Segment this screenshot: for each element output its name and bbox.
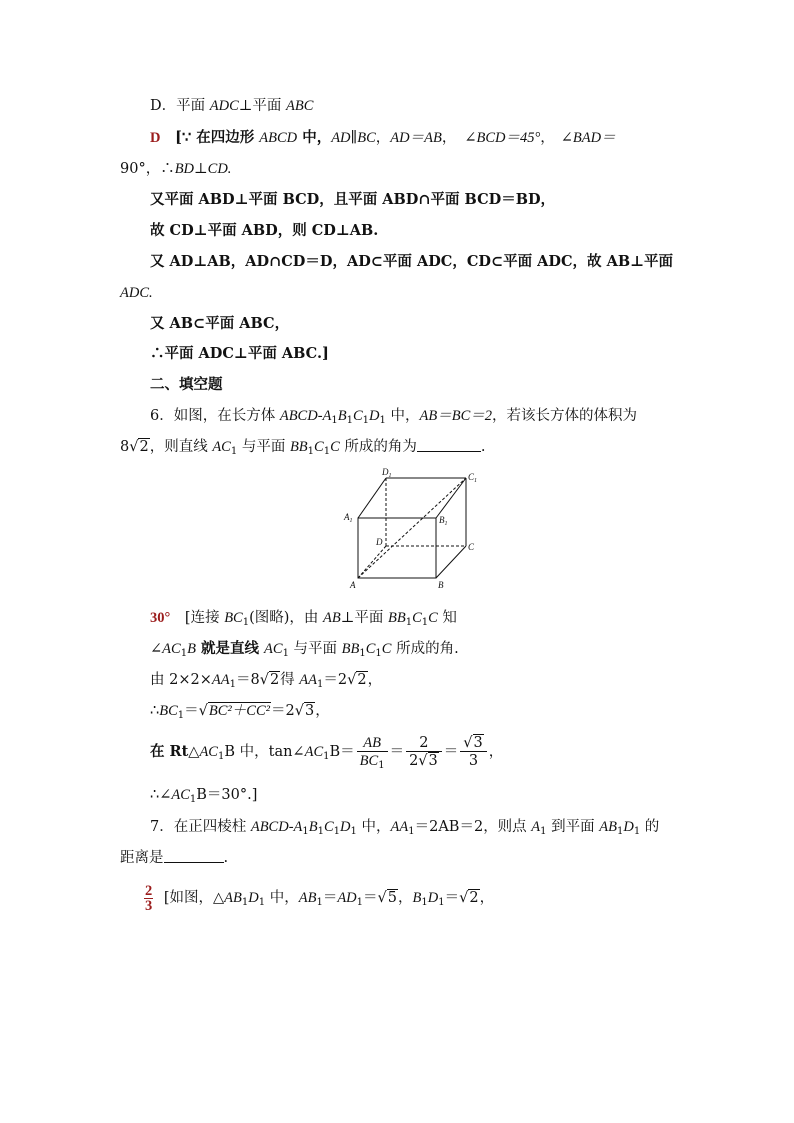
solution-7-line-1: $\frac{2}{3}$ [如图，$\triangle AB_1D_1$ 中，$AB_1=AD_1=√5$，$B_1D_1=√2$， — [145, 882, 495, 914]
question-6-line-2: 8√2，则直线 $AC_1$ 与平面 $BB_1C_1C$ 所成的角为 . — [120, 439, 486, 457]
solution-6-line-2: $\angle AC_1B$ 就是直线 $AC_1$ 与平面 $BB_1C_1C$ 所成的角. — [150, 640, 459, 659]
solution-6-line-4: $\therefore BC_1=√BC^2+CC^2=2√3$， — [150, 703, 330, 721]
question-6-line-1: 6．如图，在长方体 ABCD-$A_1B_1C_1D_1$ 中，AB＝BC＝2，若该长方体的体积为 — [150, 408, 638, 426]
answer-two-thirds: $\frac{2}{3}$ — [145, 882, 153, 914]
label-d1: $D_1$ — [382, 468, 392, 479]
solution-5-line-3: 又平面 ABD⊥平面 BCD，且平面 ABD∩平面 BCD＝BD， — [150, 191, 556, 208]
solution-5-line-6: ADC. — [120, 285, 153, 301]
solution-5-line-7: 又 AB⊂平面 ABC， — [150, 315, 290, 332]
answer-d: D — [150, 130, 161, 146]
label-a: A — [350, 580, 356, 590]
label-c1: $C_1$ — [468, 472, 478, 484]
question-7-line-2: 距离是 . — [120, 850, 229, 866]
answer-blank-7 — [164, 848, 224, 863]
option-d: D．平面 ADC⊥平面 ABC — [150, 98, 314, 114]
solution-6-line-3: 由 $2\times 2\times AA_1=8√2$得 $AA_1=2√2$， — [150, 672, 383, 690]
answer-30: 30° — [150, 610, 171, 626]
label-d: D — [376, 537, 383, 547]
answer-blank — [417, 437, 481, 452]
solution-5-line-8: ∴平面 ADC⊥平面 ABC.] — [150, 345, 329, 362]
solution-6-line-1: 30° [连接 $BC_1$(图略)，由 AB⊥平面 $BB_1C_1C$ 知 — [150, 610, 457, 628]
section-title: 二、填空题 — [150, 376, 223, 393]
solution-5-line-1: D [∵ 在四边形 ABCD 中，AD∥BC，AD＝AB， ∠BCD＝45°， ∠BAD＝ — [150, 129, 616, 146]
solution-6-line-5: 在 $Rt\triangle AC_1B$ 中，$\tan\angle AC_1B=$ $\frac{AB}{BC_1}$ ＝ $\frac{2}{2√3}$ ＝ $\frac{√3}{3}$ ， — [150, 734, 504, 771]
front-face — [358, 518, 436, 578]
label-b1: $B_1$ — [439, 515, 448, 527]
solution-5-line-5: 又 AD⊥AB，AD∩CD＝D，AD⊂平面 ADC，CD⊂平面 ADC，故 AB⊥平面 — [150, 253, 673, 270]
solution-6-line-6: $\therefore\angle AC_1B=30^\circ$.] — [150, 787, 258, 805]
cuboid-figure — [340, 468, 480, 592]
label-a1: $A_1$ — [344, 512, 353, 524]
solution-5-line-4: 故 CD⊥平面 ABD，则 CD⊥AB. — [150, 222, 379, 239]
label-c: C — [468, 542, 475, 552]
label-b: B — [438, 580, 444, 590]
question-7-line-1: 7．在正四棱柱 ABCD-$A_1B_1C_1D_1$ 中，$AA_1=2AB=2$，则点 $A_1$ 到平面 $AB_1D_1$ 的 — [150, 819, 660, 837]
solution-5-line-2: 90°，∴BD⊥CD. — [120, 161, 232, 177]
